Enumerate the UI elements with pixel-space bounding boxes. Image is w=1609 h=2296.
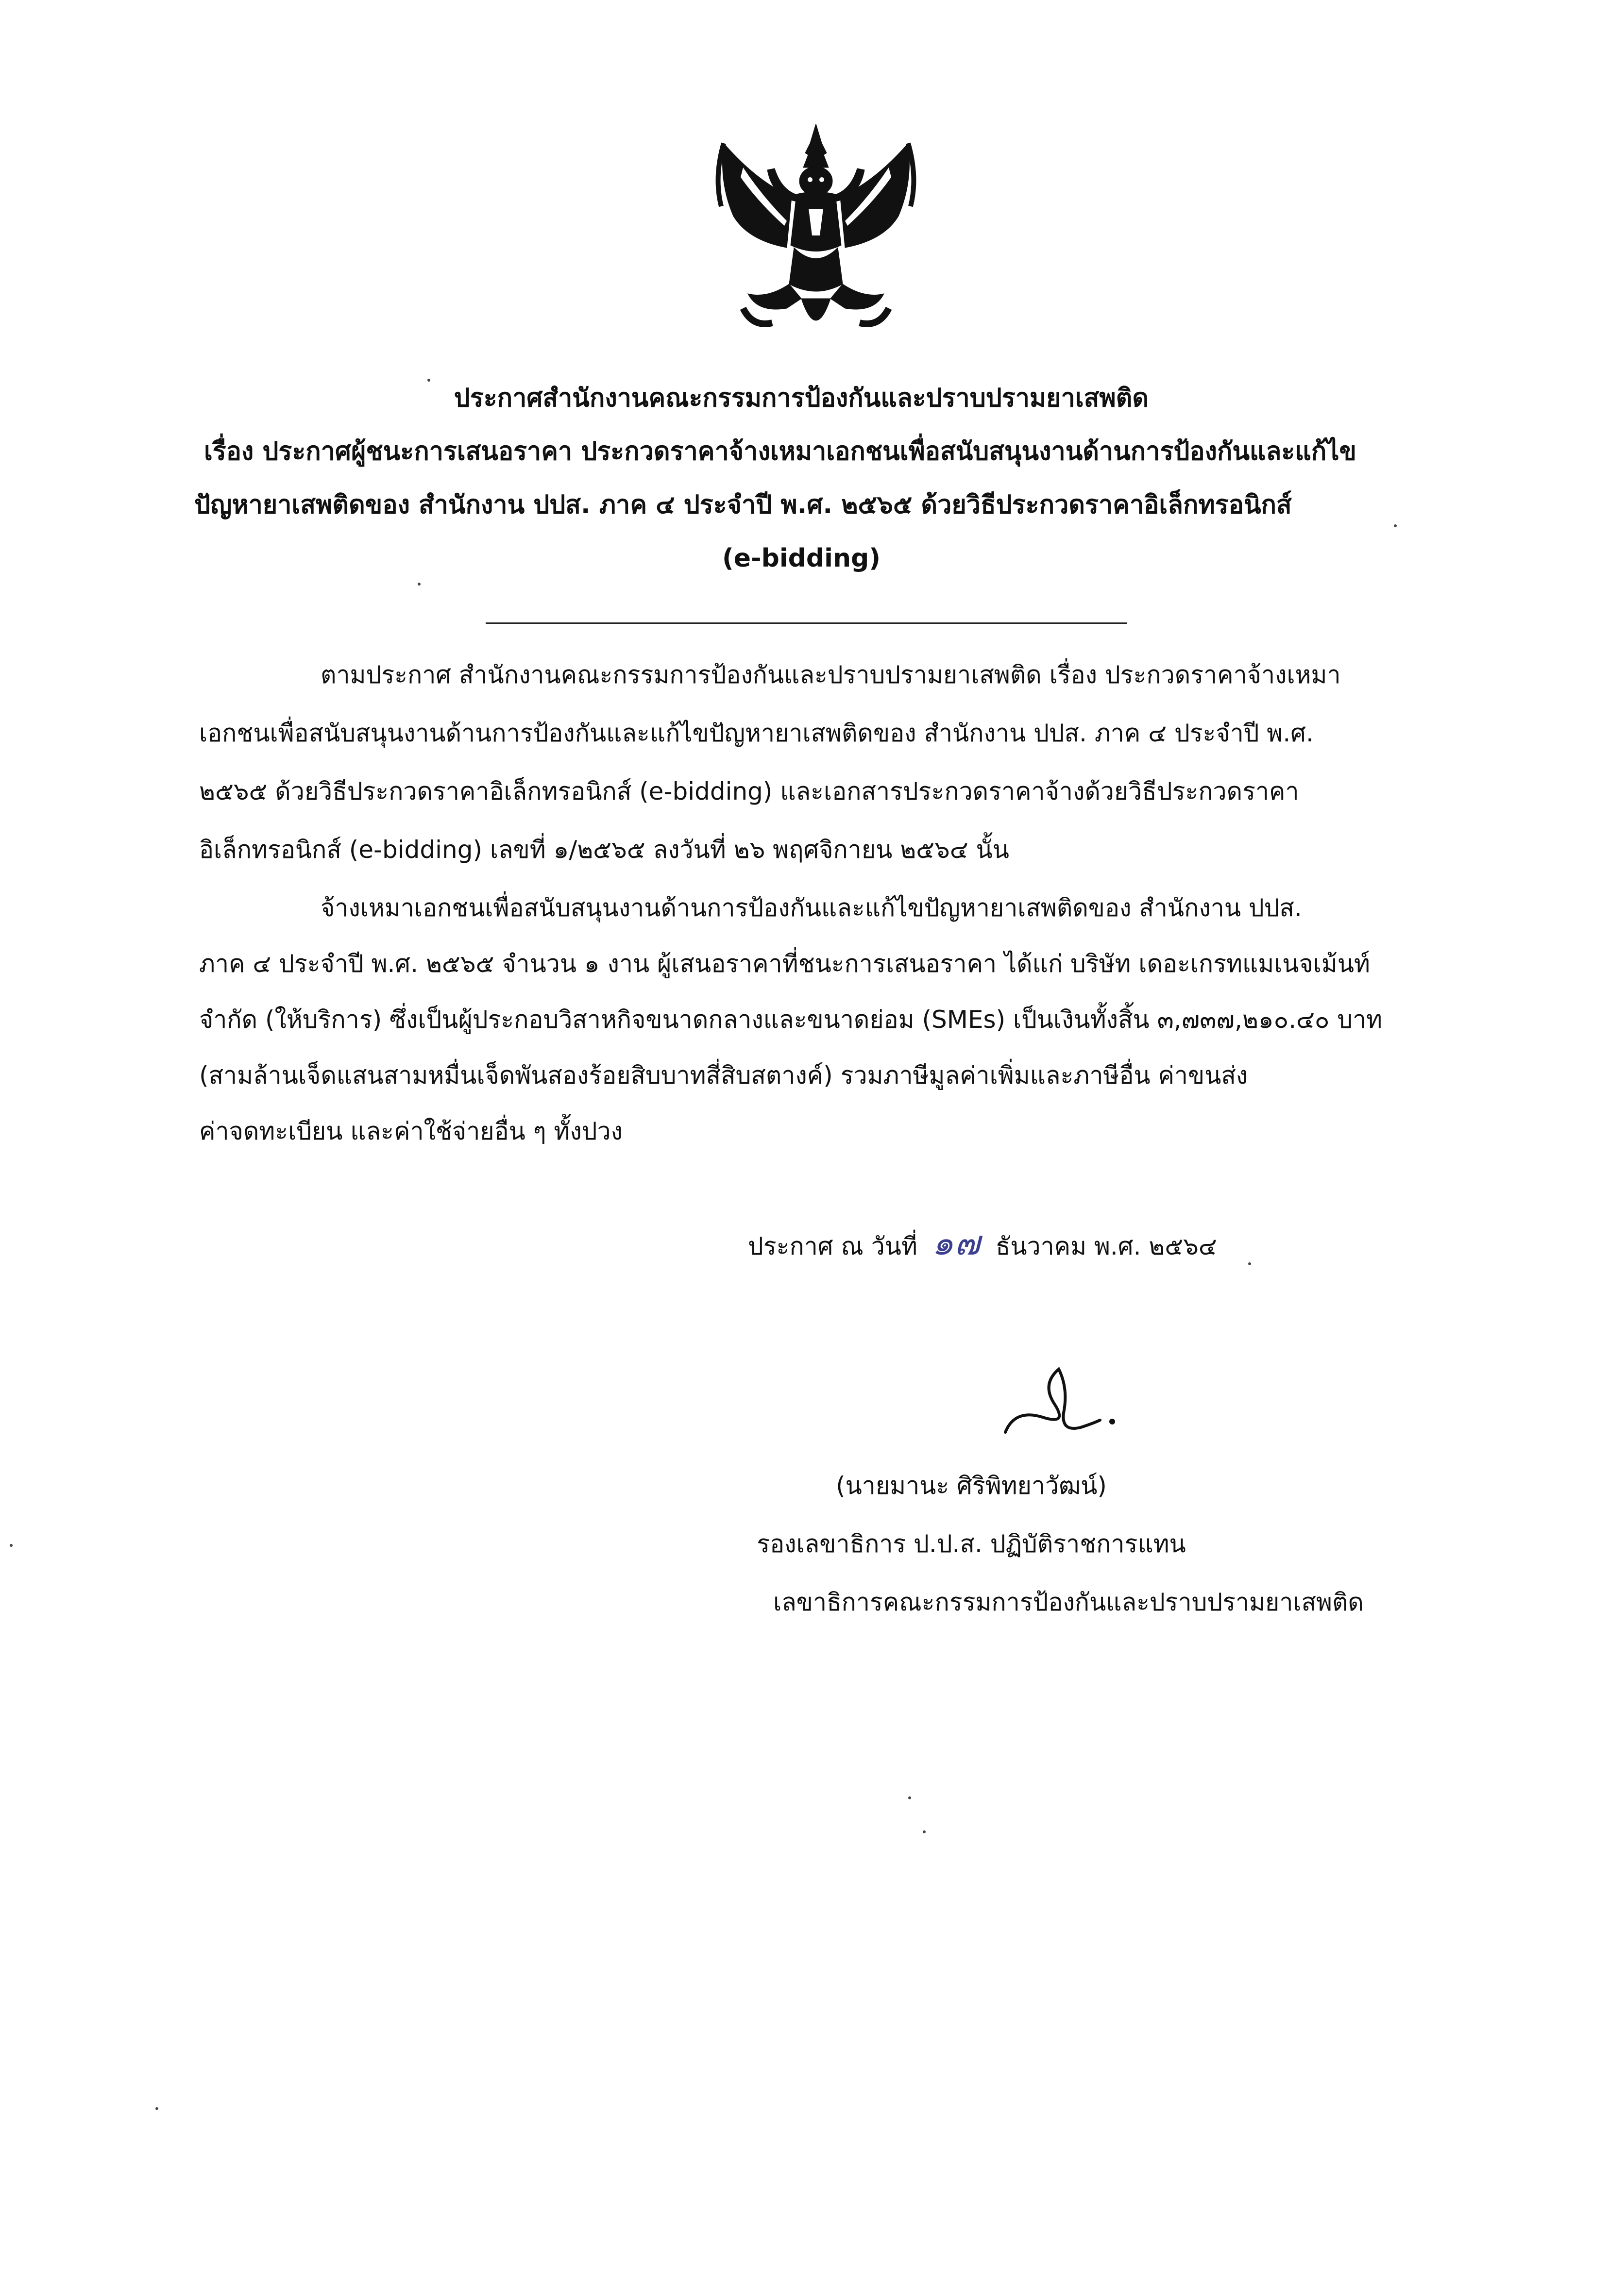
document-title: ประกาศสำนักงานคณะกรรมการป้องกันและปราบปรามยาเสพติด [454, 384, 1149, 413]
announcement-date [748, 1223, 1217, 1263]
scan-speck [10, 1544, 13, 1547]
handwritten-day: ๑๗ [932, 1223, 981, 1263]
scan-speck [155, 2107, 158, 2110]
paragraph-2-line: ค่าจดทะเบียน และค่าใช้จ่ายอื่น ๆ ทั้งปวง [199, 1117, 623, 1145]
scan-speck [908, 1796, 911, 1799]
subject-line-3: (e-bidding) [722, 544, 881, 573]
paragraph-2-line: ภาค ๔ ประจำปี พ.ศ. ๒๕๖๕ จำนวน ๑ งาน ผู้เสนอราคาที่ชนะการเสนอราคา ได้แก่ บริษัท เดอะเกรทแมเนจเม้นท์ [199, 950, 1370, 978]
announcement-suffix: ธันวาคม พ.ศ. ๒๕๖๔ [995, 1232, 1217, 1260]
paragraph-1-line: ๒๕๖๕ ด้วยวิธีประกวดราคาอิเล็กทรอนิกส์ (e-bidding) และเอกสารประกวดราคาจ้างด้วยวิธีประกวดราคา [199, 777, 1299, 805]
scan-speck [418, 583, 421, 586]
scan-speck [427, 379, 430, 382]
subject-line-2: ปัญหายาเสพติดของ สำนักงาน ปปส. ภาค ๔ ประจำปี พ.ศ. ๒๕๖๕ ด้วยวิธีประกวดราคาอิเล็กทรอนิกส์ [194, 490, 1292, 520]
signatory-position-2: เลขาธิการคณะกรรมการป้องกันและปราบปรามยาเสพติด [773, 1588, 1364, 1616]
garuda-emblem-icon [714, 124, 918, 342]
title-divider [486, 622, 1127, 624]
paragraph-2-line: (สามล้านเจ็ดแสนสามหมื่นเจ็ดพันสองร้อยสิบบาทสี่สิบสตางค์) รวมภาษีมูลค่าเพิ่มและภาษีอื่น ค่าขนส่ง [199, 1061, 1248, 1089]
announcement-prefix: ประกาศ ณ วันที่ [748, 1232, 917, 1260]
paragraph-1-line: ตามประกาศ สำนักงานคณะกรรมการป้องกันและปราบปรามยาเสพติด เรื่อง ประกวดราคาจ้างเหมา [321, 661, 1341, 689]
signatory-name: (นายมานะ ศิริพิทยาวัฒน์) [836, 1472, 1107, 1500]
scan-speck [923, 1830, 926, 1833]
paragraph-1-line: เอกชนเพื่อสนับสนุนงานด้านการป้องกันและแก้ไขปัญหายาเสพติดของ สำนักงาน ปปส. ภาค ๔ ประจำปี พ.ศ. [199, 719, 1314, 747]
scan-speck [1394, 524, 1397, 527]
handwritten-signature-icon [996, 1359, 1132, 1447]
paragraph-1-line: อิเล็กทรอนิกส์ (e-bidding) เลขที่ ๑/๒๕๖๕ ลงวันที่ ๒๖ พฤศจิกายน ๒๕๖๔ นั้น [199, 836, 1009, 864]
paragraph-2-line: จ้างเหมาเอกชนเพื่อสนับสนุนงานด้านการป้องกันและแก้ไขปัญหายาเสพติดของ สำนักงาน ปปส. [321, 894, 1302, 922]
subject-line-1: เรื่อง ประกาศผู้ชนะการเสนอราคา ประกวดราคาจ้างเหมาเอกชนเพื่อสนับสนุนงานด้านการป้องกันและแก้ไข [204, 437, 1357, 466]
paragraph-2-line: จำกัด (ให้บริการ) ซึ่งเป็นผู้ประกอบวิสาหกิจขนาดกลางและขนาดย่อม (SMEs) เป็นเงินทั้งสิ้น ๓,๗๓๗,๒๑๐.๔๐ บาท [199, 1006, 1383, 1034]
signatory-position-1: รองเลขาธิการ ป.ป.ส. ปฏิบัติราชการแทน [757, 1530, 1186, 1558]
scan-speck [1248, 1262, 1251, 1265]
